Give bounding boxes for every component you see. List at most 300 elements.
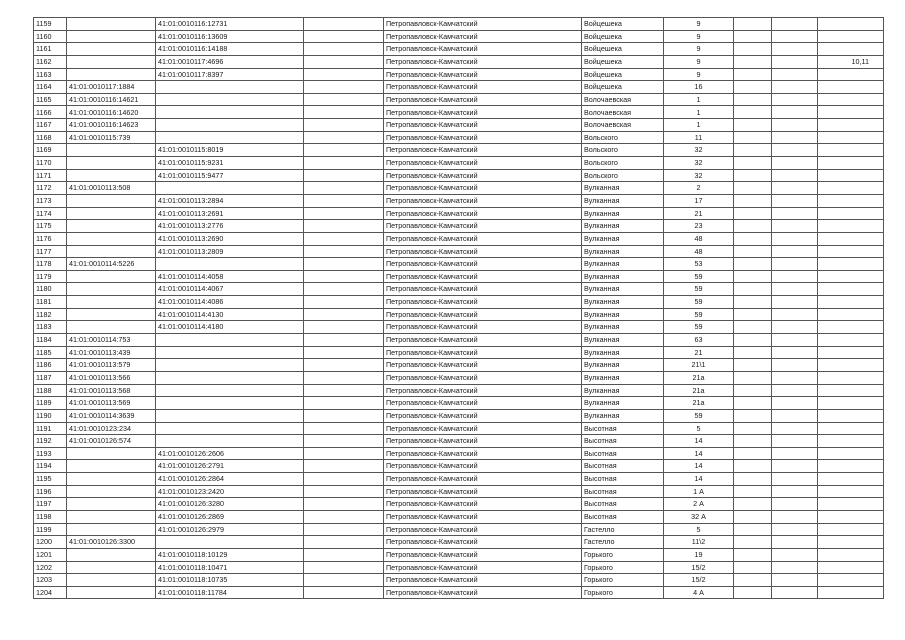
city-cell: Петропавловск-Камчатский bbox=[384, 182, 582, 195]
empty-cell bbox=[772, 384, 818, 397]
house-number-cell: 5 bbox=[664, 523, 734, 536]
apartment-cell bbox=[818, 397, 884, 410]
register-sheet bbox=[33, 17, 884, 599]
row-number-cell: 1176 bbox=[34, 232, 67, 245]
parent-cadastral-number-cell bbox=[156, 409, 304, 422]
city-cell: Петропавловск-Камчатский bbox=[384, 510, 582, 523]
empty-cell bbox=[772, 586, 818, 599]
empty-cell bbox=[734, 18, 772, 31]
parent-cadastral-number-cell: 41:01:0010113:2894 bbox=[156, 194, 304, 207]
row-number-cell: 1171 bbox=[34, 169, 67, 182]
parent-cadastral-number-cell: 41:01:0010113:2776 bbox=[156, 220, 304, 233]
parent-cadastral-number-cell: 41:01:0010113:2691 bbox=[156, 207, 304, 220]
cadastral-number-cell bbox=[67, 220, 156, 233]
empty-cell bbox=[734, 561, 772, 574]
cadastral-number-cell bbox=[67, 548, 156, 561]
house-number-cell: 11 bbox=[664, 131, 734, 144]
parent-cadastral-number-cell: 41:01:0010126:2606 bbox=[156, 447, 304, 460]
city-cell: Петропавловск-Камчатский bbox=[384, 498, 582, 511]
street-cell: Высотная bbox=[582, 498, 664, 511]
empty-cell bbox=[772, 409, 818, 422]
empty-cell bbox=[772, 334, 818, 347]
row-number-cell: 1178 bbox=[34, 258, 67, 271]
empty-cell bbox=[772, 283, 818, 296]
street-cell: Гастелло bbox=[582, 523, 664, 536]
house-number-cell: 2 А bbox=[664, 498, 734, 511]
empty-cell bbox=[772, 447, 818, 460]
table-row bbox=[34, 106, 884, 119]
parent-cadastral-number-cell: 41:01:0010118:10735 bbox=[156, 574, 304, 587]
street-cell: Вулканная bbox=[582, 283, 664, 296]
empty-cell bbox=[772, 30, 818, 43]
city-cell: Петропавловск-Камчатский bbox=[384, 169, 582, 182]
empty-cell bbox=[734, 409, 772, 422]
empty-cell bbox=[772, 258, 818, 271]
empty-cell bbox=[734, 473, 772, 486]
empty-cell bbox=[772, 93, 818, 106]
cadastral-number-cell bbox=[67, 194, 156, 207]
empty-cell bbox=[304, 561, 384, 574]
empty-cell bbox=[304, 81, 384, 94]
row-number-cell: 1161 bbox=[34, 43, 67, 56]
table-row bbox=[34, 30, 884, 43]
apartment-cell bbox=[818, 321, 884, 334]
city-cell: Петропавловск-Камчатский bbox=[384, 194, 582, 207]
house-number-cell: 59 bbox=[664, 283, 734, 296]
row-number-cell: 1200 bbox=[34, 536, 67, 549]
cadastral-number-cell: 41:01:0010113:579 bbox=[67, 359, 156, 372]
street-cell: Высотная bbox=[582, 473, 664, 486]
house-number-cell: 21а bbox=[664, 384, 734, 397]
apartment-cell bbox=[818, 371, 884, 384]
street-cell: Высотная bbox=[582, 435, 664, 448]
cadastral-number-cell: 41:01:0010113:566 bbox=[67, 371, 156, 384]
empty-cell bbox=[772, 523, 818, 536]
row-number-cell: 1160 bbox=[34, 30, 67, 43]
parent-cadastral-number-cell: 41:01:0010118:10129 bbox=[156, 548, 304, 561]
apartment-cell bbox=[818, 296, 884, 309]
parent-cadastral-number-cell: 41:01:0010116:14188 bbox=[156, 43, 304, 56]
cadastral-number-cell bbox=[67, 321, 156, 334]
street-cell: Высотная bbox=[582, 510, 664, 523]
parent-cadastral-number-cell: 41:01:0010126:2864 bbox=[156, 473, 304, 486]
table-row bbox=[34, 321, 884, 334]
empty-cell bbox=[772, 321, 818, 334]
house-number-cell: 59 bbox=[664, 321, 734, 334]
row-number-cell: 1173 bbox=[34, 194, 67, 207]
empty-cell bbox=[304, 473, 384, 486]
city-cell: Петропавловск-Камчатский bbox=[384, 523, 582, 536]
empty-cell bbox=[772, 220, 818, 233]
table-row bbox=[34, 548, 884, 561]
empty-cell bbox=[734, 334, 772, 347]
house-number-cell: 59 bbox=[664, 409, 734, 422]
cadastral-number-cell bbox=[67, 18, 156, 31]
street-cell: Гастелло bbox=[582, 536, 664, 549]
empty-cell bbox=[734, 194, 772, 207]
parent-cadastral-number-cell: 41:01:0010126:2979 bbox=[156, 523, 304, 536]
cadastral-number-cell: 41:01:0010113:569 bbox=[67, 397, 156, 410]
house-number-cell: 16 bbox=[664, 81, 734, 94]
street-cell: Войцешека bbox=[582, 43, 664, 56]
house-number-cell: 21\1 bbox=[664, 359, 734, 372]
parent-cadastral-number-cell bbox=[156, 359, 304, 372]
empty-cell bbox=[304, 157, 384, 170]
empty-cell bbox=[734, 182, 772, 195]
empty-cell bbox=[734, 55, 772, 68]
street-cell: Вулканная bbox=[582, 397, 664, 410]
empty-cell bbox=[304, 308, 384, 321]
cadastral-number-cell bbox=[67, 447, 156, 460]
row-number-cell: 1164 bbox=[34, 81, 67, 94]
apartment-cell bbox=[818, 334, 884, 347]
cadastral-number-cell bbox=[67, 270, 156, 283]
city-cell: Петропавловск-Камчатский bbox=[384, 447, 582, 460]
table-row bbox=[34, 93, 884, 106]
apartment-cell bbox=[818, 548, 884, 561]
street-cell: Вулканная bbox=[582, 346, 664, 359]
street-cell: Войцешека bbox=[582, 30, 664, 43]
empty-cell bbox=[734, 245, 772, 258]
city-cell: Петропавловск-Камчатский bbox=[384, 308, 582, 321]
parent-cadastral-number-cell: 41:01:0010123:2420 bbox=[156, 485, 304, 498]
city-cell: Петропавловск-Камчатский bbox=[384, 409, 582, 422]
empty-cell bbox=[304, 93, 384, 106]
row-number-cell: 1184 bbox=[34, 334, 67, 347]
table-row bbox=[34, 447, 884, 460]
apartment-cell bbox=[818, 207, 884, 220]
house-number-cell: 9 bbox=[664, 43, 734, 56]
row-number-cell: 1177 bbox=[34, 245, 67, 258]
house-number-cell: 11\2 bbox=[664, 536, 734, 549]
empty-cell bbox=[772, 397, 818, 410]
parent-cadastral-number-cell: 41:01:0010116:12731 bbox=[156, 18, 304, 31]
table-row bbox=[34, 498, 884, 511]
street-cell: Горького bbox=[582, 586, 664, 599]
empty-cell bbox=[772, 55, 818, 68]
apartment-cell bbox=[818, 447, 884, 460]
empty-cell bbox=[734, 30, 772, 43]
table-row bbox=[34, 18, 884, 31]
table-row bbox=[34, 473, 884, 486]
empty-cell bbox=[304, 422, 384, 435]
table-row bbox=[34, 119, 884, 132]
city-cell: Петропавловск-Камчатский bbox=[384, 371, 582, 384]
apartment-cell bbox=[818, 220, 884, 233]
city-cell: Петропавловск-Камчатский bbox=[384, 485, 582, 498]
row-number-cell: 1203 bbox=[34, 574, 67, 587]
city-cell: Петропавловск-Камчатский bbox=[384, 359, 582, 372]
apartment-cell bbox=[818, 473, 884, 486]
house-number-cell: 14 bbox=[664, 435, 734, 448]
cadastral-number-cell bbox=[67, 68, 156, 81]
parent-cadastral-number-cell: 41:01:0010114:4180 bbox=[156, 321, 304, 334]
row-number-cell: 1186 bbox=[34, 359, 67, 372]
row-number-cell: 1174 bbox=[34, 207, 67, 220]
empty-cell bbox=[734, 232, 772, 245]
street-cell: Вулканная bbox=[582, 232, 664, 245]
house-number-cell: 14 bbox=[664, 473, 734, 486]
empty-cell bbox=[304, 523, 384, 536]
empty-cell bbox=[772, 460, 818, 473]
parent-cadastral-number-cell: 41:01:0010114:4130 bbox=[156, 308, 304, 321]
empty-cell bbox=[304, 384, 384, 397]
empty-cell bbox=[734, 43, 772, 56]
parent-cadastral-number-cell: 41:01:0010117:8397 bbox=[156, 68, 304, 81]
empty-cell bbox=[772, 270, 818, 283]
city-cell: Петропавловск-Камчатский bbox=[384, 473, 582, 486]
apartment-cell bbox=[818, 169, 884, 182]
table-row bbox=[34, 536, 884, 549]
empty-cell bbox=[304, 55, 384, 68]
house-number-cell: 1 А bbox=[664, 485, 734, 498]
empty-cell bbox=[304, 460, 384, 473]
row-number-cell: 1202 bbox=[34, 561, 67, 574]
cadastral-number-cell: 41:01:0010114:753 bbox=[67, 334, 156, 347]
table-row bbox=[34, 207, 884, 220]
table-row bbox=[34, 346, 884, 359]
house-number-cell: 1 bbox=[664, 106, 734, 119]
city-cell: Петропавловск-Камчатский bbox=[384, 220, 582, 233]
apartment-cell bbox=[818, 30, 884, 43]
city-cell: Петропавловск-Камчатский bbox=[384, 334, 582, 347]
street-cell: Горького bbox=[582, 561, 664, 574]
empty-cell bbox=[772, 346, 818, 359]
cadastral-number-cell: 41:01:0010116:14620 bbox=[67, 106, 156, 119]
parent-cadastral-number-cell: 41:01:0010118:11784 bbox=[156, 586, 304, 599]
city-cell: Петропавловск-Камчатский bbox=[384, 131, 582, 144]
parent-cadastral-number-cell: 41:01:0010126:2869 bbox=[156, 510, 304, 523]
row-number-cell: 1172 bbox=[34, 182, 67, 195]
parent-cadastral-number-cell: 41:01:0010117:4696 bbox=[156, 55, 304, 68]
empty-cell bbox=[734, 397, 772, 410]
empty-cell bbox=[304, 397, 384, 410]
table-row bbox=[34, 574, 884, 587]
apartment-cell bbox=[818, 283, 884, 296]
parent-cadastral-number-cell bbox=[156, 106, 304, 119]
table-row bbox=[34, 561, 884, 574]
table-row bbox=[34, 182, 884, 195]
street-cell: Вулканная bbox=[582, 359, 664, 372]
parent-cadastral-number-cell: 41:01:0010115:9477 bbox=[156, 169, 304, 182]
apartment-cell bbox=[818, 409, 884, 422]
empty-cell bbox=[772, 232, 818, 245]
empty-cell bbox=[772, 157, 818, 170]
cadastral-number-cell bbox=[67, 498, 156, 511]
empty-cell bbox=[734, 498, 772, 511]
street-cell: Вольского bbox=[582, 169, 664, 182]
empty-cell bbox=[304, 510, 384, 523]
cadastral-number-cell bbox=[67, 144, 156, 157]
empty-cell bbox=[734, 119, 772, 132]
empty-cell bbox=[734, 435, 772, 448]
empty-cell bbox=[304, 574, 384, 587]
street-cell: Войцешека bbox=[582, 18, 664, 31]
parent-cadastral-number-cell: 41:01:0010118:10471 bbox=[156, 561, 304, 574]
cadastral-number-cell bbox=[67, 232, 156, 245]
cadastral-number-cell: 41:01:0010116:14621 bbox=[67, 93, 156, 106]
empty-cell bbox=[772, 574, 818, 587]
empty-cell bbox=[304, 169, 384, 182]
row-number-cell: 1196 bbox=[34, 485, 67, 498]
street-cell: Вольского bbox=[582, 131, 664, 144]
parent-cadastral-number-cell bbox=[156, 422, 304, 435]
empty-cell bbox=[772, 68, 818, 81]
city-cell: Петропавловск-Камчатский bbox=[384, 422, 582, 435]
city-cell: Петропавловск-Камчатский bbox=[384, 346, 582, 359]
empty-cell bbox=[734, 270, 772, 283]
cadastral-number-cell: 41:01:0010115:739 bbox=[67, 131, 156, 144]
cadastral-number-cell bbox=[67, 485, 156, 498]
parent-cadastral-number-cell: 41:01:0010126:2791 bbox=[156, 460, 304, 473]
empty-cell bbox=[304, 334, 384, 347]
empty-cell bbox=[772, 548, 818, 561]
row-number-cell: 1181 bbox=[34, 296, 67, 309]
house-number-cell: 21 bbox=[664, 207, 734, 220]
row-number-cell: 1195 bbox=[34, 473, 67, 486]
empty-cell bbox=[304, 409, 384, 422]
city-cell: Петропавловск-Камчатский bbox=[384, 207, 582, 220]
apartment-cell bbox=[818, 270, 884, 283]
city-cell: Петропавловск-Камчатский bbox=[384, 55, 582, 68]
cadastral-number-cell bbox=[67, 523, 156, 536]
apartment-cell bbox=[818, 119, 884, 132]
street-cell: Вулканная bbox=[582, 182, 664, 195]
empty-cell bbox=[772, 119, 818, 132]
city-cell: Петропавловск-Камчатский bbox=[384, 296, 582, 309]
table-row bbox=[34, 258, 884, 271]
empty-cell bbox=[304, 283, 384, 296]
table-row bbox=[34, 270, 884, 283]
cadastral-number-cell bbox=[67, 586, 156, 599]
empty-cell bbox=[772, 182, 818, 195]
house-number-cell: 5 bbox=[664, 422, 734, 435]
empty-cell bbox=[304, 447, 384, 460]
cadastral-number-cell bbox=[67, 157, 156, 170]
empty-cell bbox=[304, 359, 384, 372]
empty-cell bbox=[304, 131, 384, 144]
house-number-cell: 21а bbox=[664, 371, 734, 384]
city-cell: Петропавловск-Камчатский bbox=[384, 106, 582, 119]
table-row bbox=[34, 169, 884, 182]
city-cell: Петропавловск-Камчатский bbox=[384, 81, 582, 94]
table-body bbox=[34, 18, 884, 599]
parent-cadastral-number-cell bbox=[156, 435, 304, 448]
row-number-cell: 1192 bbox=[34, 435, 67, 448]
empty-cell bbox=[772, 308, 818, 321]
row-number-cell: 1193 bbox=[34, 447, 67, 460]
empty-cell bbox=[304, 68, 384, 81]
cadastral-number-cell: 41:01:0010117:1884 bbox=[67, 81, 156, 94]
empty-cell bbox=[734, 296, 772, 309]
empty-cell bbox=[304, 182, 384, 195]
row-number-cell: 1166 bbox=[34, 106, 67, 119]
house-number-cell: 14 bbox=[664, 460, 734, 473]
table-row bbox=[34, 296, 884, 309]
cadastral-number-cell: 41:01:0010113:439 bbox=[67, 346, 156, 359]
row-number-cell: 1204 bbox=[34, 586, 67, 599]
empty-cell bbox=[304, 207, 384, 220]
parent-cadastral-number-cell: 41:01:0010114:4086 bbox=[156, 296, 304, 309]
parent-cadastral-number-cell: 41:01:0010115:8019 bbox=[156, 144, 304, 157]
cadastral-number-cell bbox=[67, 296, 156, 309]
city-cell: Петропавловск-Камчатский bbox=[384, 548, 582, 561]
house-number-cell: 9 bbox=[664, 55, 734, 68]
street-cell: Вулканная bbox=[582, 245, 664, 258]
cadastral-number-cell bbox=[67, 245, 156, 258]
empty-cell bbox=[772, 296, 818, 309]
cadastral-number-cell bbox=[67, 55, 156, 68]
city-cell: Петропавловск-Камчатский bbox=[384, 68, 582, 81]
cadastral-number-cell bbox=[67, 561, 156, 574]
parent-cadastral-number-cell: 41:01:0010113:2690 bbox=[156, 232, 304, 245]
empty-cell bbox=[772, 169, 818, 182]
empty-cell bbox=[734, 81, 772, 94]
empty-cell bbox=[734, 384, 772, 397]
apartment-cell bbox=[818, 536, 884, 549]
row-number-cell: 1175 bbox=[34, 220, 67, 233]
empty-cell bbox=[772, 194, 818, 207]
table-row bbox=[34, 232, 884, 245]
city-cell: Петропавловск-Камчатский bbox=[384, 536, 582, 549]
street-cell: Вулканная bbox=[582, 270, 664, 283]
house-number-cell: 15/2 bbox=[664, 561, 734, 574]
table-row bbox=[34, 384, 884, 397]
empty-cell bbox=[734, 346, 772, 359]
parent-cadastral-number-cell bbox=[156, 182, 304, 195]
house-number-cell: 2 bbox=[664, 182, 734, 195]
row-number-cell: 1165 bbox=[34, 93, 67, 106]
house-number-cell: 4 А bbox=[664, 586, 734, 599]
city-cell: Петропавловск-Камчатский bbox=[384, 460, 582, 473]
empty-cell bbox=[734, 422, 772, 435]
city-cell: Петропавловск-Камчатский bbox=[384, 384, 582, 397]
empty-cell bbox=[772, 81, 818, 94]
cadastral-number-cell bbox=[67, 473, 156, 486]
row-number-cell: 1188 bbox=[34, 384, 67, 397]
empty-cell bbox=[304, 435, 384, 448]
parent-cadastral-number-cell bbox=[156, 384, 304, 397]
empty-cell bbox=[734, 207, 772, 220]
street-cell: Вулканная bbox=[582, 321, 664, 334]
street-cell: Вулканная bbox=[582, 194, 664, 207]
table-row bbox=[34, 371, 884, 384]
apartment-cell bbox=[818, 485, 884, 498]
row-number-cell: 1190 bbox=[34, 409, 67, 422]
table-row bbox=[34, 523, 884, 536]
apartment-cell bbox=[818, 523, 884, 536]
house-number-cell: 21а bbox=[664, 397, 734, 410]
row-number-cell: 1201 bbox=[34, 548, 67, 561]
city-cell: Петропавловск-Камчатский bbox=[384, 574, 582, 587]
empty-cell bbox=[734, 106, 772, 119]
table-row bbox=[34, 397, 884, 410]
apartment-cell bbox=[818, 384, 884, 397]
empty-cell bbox=[304, 258, 384, 271]
cadastral-number-cell: 41:01:0010113:568 bbox=[67, 384, 156, 397]
empty-cell bbox=[772, 245, 818, 258]
row-number-cell: 1168 bbox=[34, 131, 67, 144]
row-number-cell: 1194 bbox=[34, 460, 67, 473]
empty-cell bbox=[304, 586, 384, 599]
empty-cell bbox=[772, 131, 818, 144]
apartment-cell bbox=[818, 498, 884, 511]
cadastral-number-cell: 41:01:0010114:3639 bbox=[67, 409, 156, 422]
city-cell: Петропавловск-Камчатский bbox=[384, 144, 582, 157]
table-row bbox=[34, 586, 884, 599]
empty-cell bbox=[772, 422, 818, 435]
cadastral-number-cell: 41:01:0010114:5226 bbox=[67, 258, 156, 271]
